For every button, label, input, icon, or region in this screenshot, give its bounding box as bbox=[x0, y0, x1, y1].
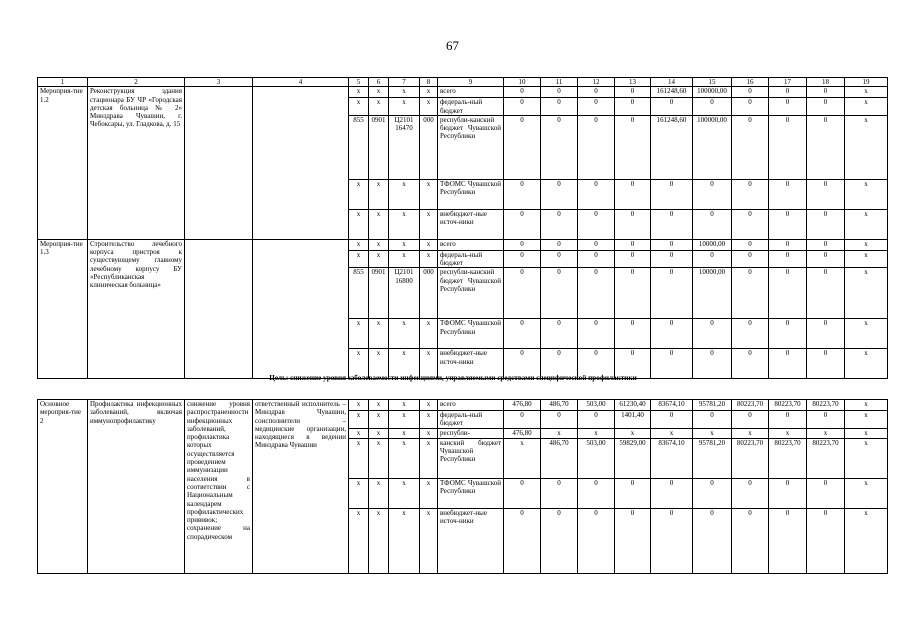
funding-source: внебюджет-ные источ-ники bbox=[438, 508, 504, 573]
year-value: 0 bbox=[504, 239, 541, 250]
year-value: 0 bbox=[693, 250, 732, 268]
year-value: х bbox=[651, 428, 693, 438]
section-code: х bbox=[369, 209, 389, 239]
year-value: 0 bbox=[651, 179, 693, 209]
column-number: 19 bbox=[845, 78, 888, 87]
expense-type-code: х bbox=[420, 239, 438, 250]
year-value: 10000,00 bbox=[693, 268, 732, 319]
column-numbers-row bbox=[38, 78, 888, 87]
year-value: 80223,70 bbox=[807, 438, 845, 478]
year-value: 0 bbox=[541, 115, 578, 179]
year-value: 0 bbox=[504, 115, 541, 179]
year-value: 0 bbox=[769, 250, 807, 268]
year-value: 0 bbox=[541, 239, 578, 250]
expense-type-code: х bbox=[420, 179, 438, 209]
expense-type-code: х bbox=[420, 508, 438, 573]
year-value: 0 bbox=[578, 209, 615, 239]
year-value: х bbox=[845, 400, 888, 411]
year-value: х bbox=[845, 209, 888, 239]
year-value: 0 bbox=[504, 478, 541, 508]
year-value: 0 bbox=[504, 179, 541, 209]
year-value: 0 bbox=[693, 179, 732, 209]
year-value: 0 bbox=[807, 411, 845, 429]
year-value: 0 bbox=[578, 239, 615, 250]
year-value: 486,70 bbox=[541, 438, 578, 478]
measure-id: Мероприя-тие 1.2 bbox=[38, 87, 88, 240]
year-value: 0 bbox=[541, 349, 578, 379]
year-value: 0 bbox=[541, 411, 578, 429]
year-value: х bbox=[845, 438, 888, 478]
column-number: 18 bbox=[807, 78, 845, 87]
year-value: 0 bbox=[732, 319, 769, 349]
year-value: 0 bbox=[578, 115, 615, 179]
expense-type-code: х bbox=[420, 87, 438, 98]
section-code: х bbox=[369, 250, 389, 268]
section-code: х bbox=[369, 411, 389, 429]
year-value: 80223,70 bbox=[769, 438, 807, 478]
grbs-code: х bbox=[349, 349, 369, 379]
year-value: 0 bbox=[651, 268, 693, 319]
year-value: 0 bbox=[541, 87, 578, 98]
year-value: 0 bbox=[693, 209, 732, 239]
year-value: 0 bbox=[504, 349, 541, 379]
year-value: 80223,70 bbox=[732, 400, 769, 411]
page-number: 67 bbox=[446, 38, 459, 53]
section-code: х bbox=[369, 87, 389, 98]
grbs-code: х bbox=[349, 428, 369, 438]
grbs-code: х bbox=[349, 98, 369, 116]
year-value: х bbox=[845, 115, 888, 179]
funding-source: всего bbox=[438, 87, 504, 98]
year-value: 0 bbox=[578, 349, 615, 379]
target-article-code: х bbox=[389, 250, 420, 268]
year-value: 0 bbox=[807, 209, 845, 239]
year-value: 83674,10 bbox=[651, 400, 693, 411]
year-value: 0 bbox=[769, 98, 807, 116]
year-value: 10000,00 bbox=[693, 239, 732, 250]
expense-type-code: х bbox=[420, 438, 438, 478]
section-code: х bbox=[369, 98, 389, 116]
year-value: 0 bbox=[651, 349, 693, 379]
expense-type-code: х bbox=[420, 411, 438, 429]
year-value: 95781,20 bbox=[693, 438, 732, 478]
grbs-code: х bbox=[349, 209, 369, 239]
year-value: х bbox=[845, 428, 888, 438]
funding-source: всего bbox=[438, 239, 504, 250]
column-number: 5 bbox=[349, 78, 369, 87]
year-value: х bbox=[845, 508, 888, 573]
year-value: 95781,20 bbox=[693, 400, 732, 411]
year-value: 0 bbox=[541, 209, 578, 239]
year-value: 0 bbox=[541, 268, 578, 319]
empty-cell bbox=[185, 239, 253, 379]
year-value: х bbox=[769, 428, 807, 438]
section-code: 0901 bbox=[369, 115, 389, 179]
year-value: 0 bbox=[541, 98, 578, 116]
year-value: 0 bbox=[693, 411, 732, 429]
year-value: 0 bbox=[651, 209, 693, 239]
year-value: х bbox=[845, 250, 888, 268]
year-value: 0 bbox=[769, 179, 807, 209]
year-value: 0 bbox=[578, 411, 615, 429]
year-value: 476,80 bbox=[504, 428, 541, 438]
year-value: х bbox=[807, 428, 845, 438]
year-value: 0 bbox=[615, 319, 651, 349]
grbs-code: 855 bbox=[349, 268, 369, 319]
year-value: 0 bbox=[578, 268, 615, 319]
year-value: 0 bbox=[769, 239, 807, 250]
year-value: 0 bbox=[504, 411, 541, 429]
year-value: 0 bbox=[578, 319, 615, 349]
year-value: 0 bbox=[807, 268, 845, 319]
target-article-code: х bbox=[389, 209, 420, 239]
year-value: 83674,10 bbox=[651, 438, 693, 478]
year-value: 0 bbox=[807, 508, 845, 573]
column-number: 10 bbox=[504, 78, 541, 87]
measure-executor: ответственный исполнитель – Минздрав Чувашии, соисполнители – медицинские организации, находящиеся в ведении Минздрава Чувашии bbox=[253, 400, 349, 574]
year-value: 100000,00 bbox=[693, 87, 732, 98]
year-value: 0 bbox=[651, 411, 693, 429]
expense-type-code: х bbox=[420, 349, 438, 379]
year-value: 0 bbox=[693, 508, 732, 573]
funding-source: ТФОМС Чувашской Республики bbox=[438, 319, 504, 349]
measure-target: снижение уровня распространенности инфекционных заболеваний, профилактика которых осуществляется проведением иммунизации населения в соответствии с Национальным календарем профилактических прививок; сохранение на спорадическом bbox=[185, 400, 253, 574]
grbs-code: х bbox=[349, 508, 369, 573]
target-article-code: х bbox=[389, 411, 420, 429]
expense-type-code: х bbox=[420, 428, 438, 438]
grbs-code: х bbox=[349, 400, 369, 411]
expense-type-code: 000 bbox=[420, 115, 438, 179]
year-value: 0 bbox=[615, 87, 651, 98]
target-article-code: х bbox=[389, 239, 420, 250]
target-article-code: х bbox=[389, 319, 420, 349]
measure-name: Строительство лечебного корпуса пристроя к существующему главному лечебному корпусу БУ «Республиканская клиническая больница» bbox=[88, 239, 185, 379]
target-article-code: х bbox=[389, 478, 420, 508]
year-value: 0 bbox=[732, 268, 769, 319]
grbs-code: х bbox=[349, 478, 369, 508]
year-value: 486,70 bbox=[541, 400, 578, 411]
table-row bbox=[38, 400, 888, 411]
year-value: 61230,40 bbox=[615, 400, 651, 411]
column-number: 17 bbox=[769, 78, 807, 87]
column-number: 6 bbox=[369, 78, 389, 87]
year-value: 0 bbox=[769, 115, 807, 179]
expense-type-code: 000 bbox=[420, 268, 438, 319]
year-value: 0 bbox=[807, 87, 845, 98]
year-value: х bbox=[732, 428, 769, 438]
year-value: 0 bbox=[578, 87, 615, 98]
column-number: 2 bbox=[88, 78, 185, 87]
target-article-code: х bbox=[389, 349, 420, 379]
grbs-code: х bbox=[349, 179, 369, 209]
column-number: 16 bbox=[732, 78, 769, 87]
year-value: 80223,70 bbox=[807, 400, 845, 411]
funding-source: республи- bbox=[438, 428, 504, 438]
year-value: 80223,70 bbox=[769, 400, 807, 411]
year-value: 0 bbox=[693, 98, 732, 116]
year-value: 0 bbox=[732, 349, 769, 379]
year-value: 0 bbox=[504, 508, 541, 573]
section-code: х bbox=[369, 400, 389, 411]
year-value: 0 bbox=[541, 319, 578, 349]
year-value: 0 bbox=[807, 478, 845, 508]
year-value: 476,80 bbox=[504, 400, 541, 411]
year-value: 0 bbox=[769, 209, 807, 239]
year-value: 0 bbox=[504, 250, 541, 268]
target-article-code: х bbox=[389, 508, 420, 573]
year-value: х bbox=[845, 179, 888, 209]
empty-cell bbox=[185, 87, 253, 240]
year-value: 0 bbox=[504, 268, 541, 319]
year-value: 0 bbox=[807, 250, 845, 268]
section-code: х bbox=[369, 438, 389, 478]
column-number: 12 bbox=[578, 78, 615, 87]
column-number: 11 bbox=[541, 78, 578, 87]
year-value: х bbox=[578, 428, 615, 438]
year-value: 0 bbox=[615, 209, 651, 239]
year-value: 503,00 bbox=[578, 400, 615, 411]
section-code: х bbox=[369, 508, 389, 573]
expense-type-code: х bbox=[420, 319, 438, 349]
grbs-code: х bbox=[349, 411, 369, 429]
funding-source: республи-канский бюджет Чувашской Республики bbox=[438, 268, 504, 319]
target-article-code: х bbox=[389, 428, 420, 438]
year-value: 0 bbox=[651, 508, 693, 573]
year-value: 0 bbox=[807, 98, 845, 116]
funding-source: внебюджет-ные источ-ники bbox=[438, 349, 504, 379]
year-value: х bbox=[541, 428, 578, 438]
year-value: 0 bbox=[578, 478, 615, 508]
year-value: 0 bbox=[693, 478, 732, 508]
grbs-code: х bbox=[349, 239, 369, 250]
year-value: 0 bbox=[693, 319, 732, 349]
year-value: 0 bbox=[615, 250, 651, 268]
year-value: 0 bbox=[541, 508, 578, 573]
funding-source: республи-канский бюджет Чувашской Республики bbox=[438, 115, 504, 179]
year-value: 100000,00 bbox=[693, 115, 732, 179]
year-value: 0 bbox=[807, 349, 845, 379]
column-number: 1 bbox=[38, 78, 88, 87]
year-value: 161248,60 bbox=[651, 87, 693, 98]
year-value: 0 bbox=[651, 239, 693, 250]
year-value: 0 bbox=[807, 239, 845, 250]
grbs-code: х bbox=[349, 250, 369, 268]
column-number: 9 bbox=[438, 78, 504, 87]
measure-id: Мероприя-тие 1.3 bbox=[38, 239, 88, 379]
year-value: 0 bbox=[615, 98, 651, 116]
funding-source: федераль-ный бюджет bbox=[438, 250, 504, 268]
year-value: 0 bbox=[769, 508, 807, 573]
funding-source: всего bbox=[438, 400, 504, 411]
column-number: 3 bbox=[185, 78, 253, 87]
year-value: 0 bbox=[807, 115, 845, 179]
measure-id: Основное мероприя-тие 2 bbox=[38, 400, 88, 574]
year-value: х bbox=[845, 87, 888, 98]
year-value: 0 bbox=[615, 239, 651, 250]
year-value: х bbox=[845, 268, 888, 319]
grbs-code: х bbox=[349, 319, 369, 349]
year-value: 0 bbox=[732, 87, 769, 98]
year-value: 0 bbox=[615, 115, 651, 179]
column-number: 15 bbox=[693, 78, 732, 87]
year-value: 0 bbox=[651, 250, 693, 268]
year-value: 161248,60 bbox=[651, 115, 693, 179]
year-value: 0 bbox=[578, 179, 615, 209]
measure-name: Реконструкция здания стационара БУ ЧР «Городская детская больница № 2» Минздрава Чувашии, г. Чебоксары, ул. Гладкова, д. 15 bbox=[88, 87, 185, 240]
target-article-code: х bbox=[389, 98, 420, 116]
year-value: 503,00 bbox=[578, 438, 615, 478]
section-code: х bbox=[369, 179, 389, 209]
year-value: 0 bbox=[732, 239, 769, 250]
year-value: 0 bbox=[732, 478, 769, 508]
year-value: х bbox=[504, 438, 541, 478]
year-value: 59829,00 bbox=[615, 438, 651, 478]
year-value: 0 bbox=[615, 478, 651, 508]
year-value: 0 bbox=[615, 508, 651, 573]
empty-cell bbox=[253, 87, 349, 240]
year-value: 0 bbox=[578, 250, 615, 268]
year-value: х bbox=[845, 349, 888, 379]
year-value: х bbox=[845, 239, 888, 250]
grbs-code: х bbox=[349, 87, 369, 98]
target-article-code: х bbox=[389, 438, 420, 478]
funding-source: ТФОМС Чувашской Республики bbox=[438, 478, 504, 508]
budget-table-bottom bbox=[37, 399, 888, 574]
year-value: 0 bbox=[651, 98, 693, 116]
year-value: 0 bbox=[651, 478, 693, 508]
column-number: 13 bbox=[615, 78, 651, 87]
year-value: 0 bbox=[732, 209, 769, 239]
year-value: х bbox=[615, 428, 651, 438]
target-article-code: Ц2101 16800 bbox=[389, 268, 420, 319]
year-value: х bbox=[845, 478, 888, 508]
year-value: 0 bbox=[732, 508, 769, 573]
year-value: 0 bbox=[732, 98, 769, 116]
section-code: х bbox=[369, 239, 389, 250]
year-value: х bbox=[693, 428, 732, 438]
year-value: 0 bbox=[504, 319, 541, 349]
year-value: 0 bbox=[504, 209, 541, 239]
expense-type-code: х bbox=[420, 98, 438, 116]
section-code: х bbox=[369, 428, 389, 438]
year-value: х bbox=[845, 319, 888, 349]
target-article-code: х bbox=[389, 179, 420, 209]
funding-source: ТФОМС Чувашской Республики bbox=[438, 179, 504, 209]
year-value: 0 bbox=[732, 179, 769, 209]
column-number: 8 bbox=[420, 78, 438, 87]
year-value: 0 bbox=[615, 179, 651, 209]
year-value: 0 bbox=[578, 508, 615, 573]
table-row bbox=[38, 87, 888, 98]
section-code: х bbox=[369, 478, 389, 508]
funding-source: канский бюджет Чувашской Республики bbox=[438, 438, 504, 478]
expense-type-code: х bbox=[420, 478, 438, 508]
year-value: 0 bbox=[732, 411, 769, 429]
year-value: 0 bbox=[769, 268, 807, 319]
target-article-code: х bbox=[389, 400, 420, 411]
target-article-code: Ц2101 16470 bbox=[389, 115, 420, 179]
year-value: 0 bbox=[769, 319, 807, 349]
year-value: 0 bbox=[807, 319, 845, 349]
table-row bbox=[38, 239, 888, 250]
expense-type-code: х bbox=[420, 400, 438, 411]
year-value: 0 bbox=[732, 115, 769, 179]
section-code: х bbox=[369, 319, 389, 349]
funding-source: федераль-ный бюджет bbox=[438, 411, 504, 429]
year-value: 0 bbox=[504, 87, 541, 98]
year-value: 0 bbox=[769, 349, 807, 379]
year-value: х bbox=[845, 98, 888, 116]
funding-source: федераль-ный бюджет bbox=[438, 98, 504, 116]
expense-type-code: х bbox=[420, 209, 438, 239]
year-value: 0 bbox=[769, 411, 807, 429]
year-value: 0 bbox=[504, 98, 541, 116]
grbs-code: х bbox=[349, 438, 369, 478]
year-value: 0 bbox=[615, 268, 651, 319]
section-code: х bbox=[369, 349, 389, 379]
year-value: 1401,40 bbox=[615, 411, 651, 429]
expense-type-code: х bbox=[420, 250, 438, 268]
empty-cell bbox=[253, 239, 349, 379]
year-value: 0 bbox=[769, 87, 807, 98]
column-number: 14 bbox=[651, 78, 693, 87]
budget-table-top bbox=[37, 77, 888, 379]
measure-name: Профилактика инфекционных заболеваний, включая иммунопрофилактику bbox=[88, 400, 185, 574]
year-value: 0 bbox=[693, 349, 732, 379]
year-value: 0 bbox=[807, 179, 845, 209]
section-code: 0901 bbox=[369, 268, 389, 319]
funding-source: внебюджет-ные источ-ники bbox=[438, 209, 504, 239]
year-value: 0 bbox=[541, 478, 578, 508]
goal-heading: Цель: снижение уровня заболеваемости инфекциями, управляемыми средствами специфической профилактики bbox=[269, 374, 637, 382]
year-value: 0 bbox=[541, 179, 578, 209]
year-value: х bbox=[845, 411, 888, 429]
year-value: 0 bbox=[651, 319, 693, 349]
year-value: 0 bbox=[541, 250, 578, 268]
column-number: 4 bbox=[253, 78, 349, 87]
year-value: 0 bbox=[578, 98, 615, 116]
year-value: 0 bbox=[769, 478, 807, 508]
year-value: 0 bbox=[615, 349, 651, 379]
year-value: 80223,70 bbox=[732, 438, 769, 478]
grbs-code: 855 bbox=[349, 115, 369, 179]
year-value: 0 bbox=[732, 250, 769, 268]
column-number: 7 bbox=[389, 78, 420, 87]
target-article-code: х bbox=[389, 87, 420, 98]
